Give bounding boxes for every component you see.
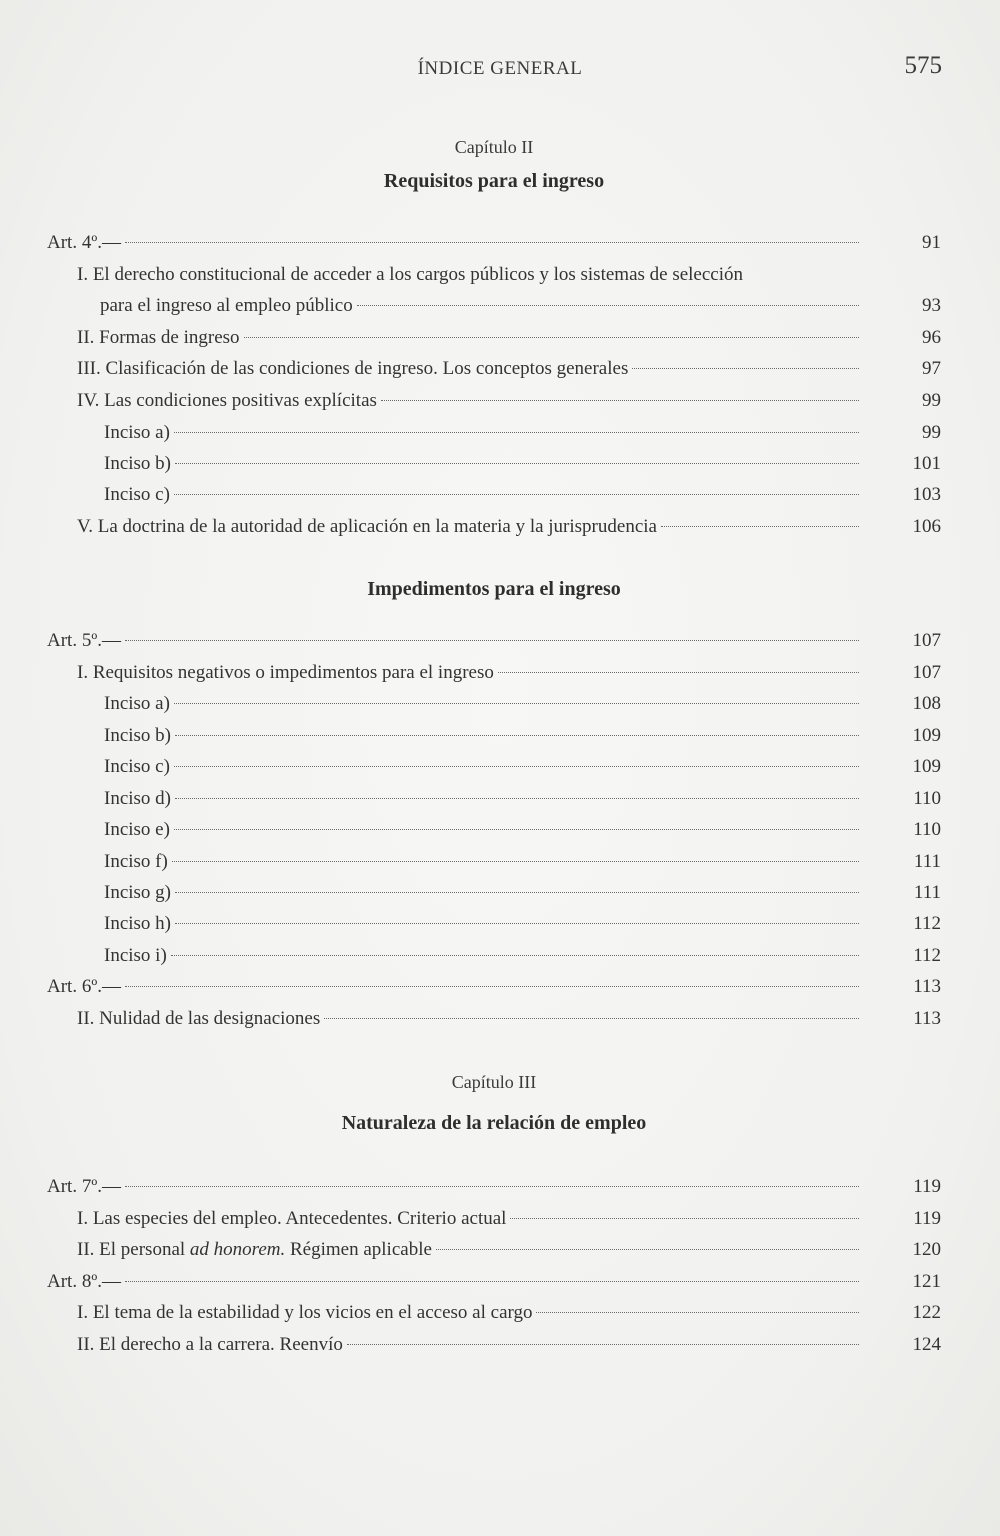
- toc-label: Inciso c): [104, 484, 170, 505]
- dot-leader: [174, 829, 859, 830]
- toc-entry-art5-i[interactable]: [77, 660, 941, 686]
- section-impedimentos-title: Impedimentos para el ingreso: [367, 578, 621, 600]
- dot-leader: [125, 1281, 859, 1282]
- toc-page: 110: [913, 819, 941, 840]
- toc-label: [77, 1237, 432, 1263]
- toc-label: Inciso c): [104, 756, 170, 777]
- toc-label: Inciso g): [104, 882, 172, 903]
- toc-entry-art5-g[interactable]: [104, 880, 941, 906]
- dot-leader: [174, 494, 859, 495]
- dot-leader: [536, 1312, 859, 1313]
- toc-entry-art8[interactable]: [47, 1269, 941, 1295]
- toc-page: 124: [912, 1334, 941, 1355]
- dot-leader: [174, 703, 859, 704]
- toc-entry-art4-iv[interactable]: [77, 388, 941, 414]
- toc-label: Inciso b): [104, 453, 172, 474]
- toc-label: IV. Las condiciones positivas explícitas: [77, 390, 377, 411]
- dot-leader: [174, 432, 859, 433]
- toc-page: 111: [913, 882, 941, 903]
- toc-label: Inciso f): [104, 851, 168, 872]
- toc-label: Inciso e): [104, 819, 170, 840]
- dot-leader: [175, 798, 859, 799]
- toc-label: I. Las especies del empleo. Antecedentes. Criterio actual: [77, 1208, 507, 1229]
- toc-label-pre: II. El personal: [77, 1239, 190, 1260]
- toc-page: 109: [912, 725, 941, 746]
- toc-page: 107: [912, 662, 941, 683]
- toc-label: Inciso d): [104, 788, 172, 809]
- dot-leader: [175, 923, 859, 924]
- toc-entry-art4-iii[interactable]: [77, 356, 941, 382]
- chapter-2-label: Capítulo II: [454, 137, 534, 157]
- toc-entry-art4-i-line1: I. El derecho constitucional de acceder a los cargos públicos y los sistemas de selección: [77, 264, 744, 285]
- toc-page: 103: [912, 484, 941, 505]
- toc-page: 99: [922, 422, 941, 443]
- toc-entry-art5-c[interactable]: [104, 754, 941, 780]
- toc-page: 119: [913, 1176, 941, 1197]
- toc-page: 112: [913, 913, 941, 934]
- dot-leader: [357, 305, 859, 306]
- running-header: [0, 52, 1000, 92]
- toc-label: Art. 7º.—: [47, 1176, 121, 1197]
- toc-page: 119: [913, 1208, 941, 1229]
- dot-leader: [244, 337, 859, 338]
- dot-leader: [510, 1218, 859, 1219]
- toc-entry-art5-b[interactable]: [104, 723, 941, 749]
- toc-label: I. Requisitos negativos o impedimentos para el ingreso: [77, 662, 494, 683]
- dot-leader: [381, 400, 859, 401]
- toc-entry-art5[interactable]: [47, 628, 941, 654]
- toc-entry-art4-iv-b[interactable]: [104, 451, 941, 477]
- toc-page: 96: [922, 327, 941, 348]
- toc-entry-art8-ii[interactable]: [77, 1332, 941, 1358]
- toc-label: Art. 4º.—: [47, 232, 121, 253]
- toc-entry-art4-ii[interactable]: [77, 325, 941, 351]
- toc-label: Inciso b): [104, 725, 172, 746]
- toc-entry-art6[interactable]: [47, 974, 941, 1000]
- toc-page: 91: [922, 232, 941, 253]
- toc-page: 122: [912, 1302, 941, 1323]
- toc-entry-art7-i[interactable]: [77, 1206, 941, 1232]
- toc-entry-art5-h[interactable]: [104, 911, 941, 937]
- toc-label: Inciso i): [104, 945, 167, 966]
- toc-entry-art5-a[interactable]: [104, 691, 941, 717]
- chapter-3-label: Capítulo III: [451, 1072, 537, 1092]
- toc-entry-art4-v[interactable]: [77, 514, 941, 540]
- dot-leader: [125, 242, 859, 243]
- toc-page: 120: [912, 1239, 941, 1260]
- toc-page: 112: [913, 945, 941, 966]
- toc-label: Art. 5º.—: [47, 630, 121, 651]
- toc-label: II. Formas de ingreso: [77, 327, 240, 348]
- toc-page: 109: [912, 756, 941, 777]
- toc-entry-art8-i[interactable]: [77, 1300, 941, 1326]
- toc-entry-art5-f[interactable]: [104, 849, 941, 875]
- toc-page: 99: [922, 390, 941, 411]
- dot-leader: [436, 1249, 859, 1250]
- header-title: ÍNDICE GENERAL: [417, 58, 583, 79]
- chapter-3-title: Naturaleza de la relación de empleo: [341, 1112, 647, 1134]
- toc-page: 113: [913, 976, 941, 997]
- dot-leader: [324, 1018, 859, 1019]
- toc-page: 110: [913, 788, 941, 809]
- toc-page: 97: [922, 358, 941, 379]
- toc-page: 107: [912, 630, 941, 651]
- dot-leader: [661, 526, 859, 527]
- toc-label: II. Nulidad de las designaciones: [77, 1008, 321, 1029]
- dot-leader: [174, 766, 859, 767]
- dot-leader: [632, 368, 859, 369]
- toc-entry-art7[interactable]: [47, 1174, 941, 1200]
- toc-page: 121: [912, 1271, 941, 1292]
- toc-label: III. Clasificación de las condiciones de ingreso. Los conceptos generales: [77, 358, 629, 379]
- toc-entry-art4[interactable]: [47, 230, 941, 256]
- dot-leader: [125, 640, 859, 641]
- chapter-2-title: Requisitos para el ingreso: [383, 170, 605, 192]
- toc-page: 106: [912, 516, 941, 537]
- dot-leader: [172, 861, 859, 862]
- dot-leader: [175, 892, 859, 893]
- toc-page: 101: [912, 453, 941, 474]
- toc-page: 113: [913, 1008, 941, 1029]
- toc-label: Inciso a): [104, 693, 170, 714]
- toc-entry-art4-iv-c[interactable]: [104, 482, 941, 508]
- dot-leader: [125, 1186, 859, 1187]
- toc-entry-art4-iv-a[interactable]: [104, 420, 941, 446]
- toc-entry-art6-ii[interactable]: [77, 1006, 941, 1032]
- dot-leader: [175, 735, 859, 736]
- toc-label-post: Régimen aplicable: [285, 1239, 432, 1260]
- dot-leader: [125, 986, 859, 987]
- toc-entry-art5-i[interactable]: [104, 943, 941, 969]
- toc-entry-art5-e[interactable]: [104, 817, 941, 843]
- toc-label: I. El tema de la estabilidad y los vicios en el acceso al cargo: [77, 1302, 533, 1323]
- toc-label: II. El derecho a la carrera. Reenvío: [77, 1334, 343, 1355]
- toc-label: Art. 8º.—: [47, 1271, 121, 1292]
- toc-entry-art4-i[interactable]: [100, 293, 941, 319]
- toc-label: para el ingreso al empleo público: [100, 295, 353, 316]
- toc-label: Inciso h): [104, 913, 172, 934]
- page-number: 575: [904, 52, 942, 79]
- toc-page: 93: [922, 295, 941, 316]
- dot-leader: [498, 672, 859, 673]
- dot-leader: [347, 1344, 859, 1345]
- toc-label-italic: ad honorem.: [189, 1239, 286, 1260]
- toc-page: 111: [913, 851, 941, 872]
- toc-label: Art. 6º.—: [47, 976, 121, 997]
- dot-leader: [175, 463, 859, 464]
- toc-page: 108: [912, 693, 941, 714]
- toc-label: Inciso a): [104, 422, 170, 443]
- toc-entry-art7-ii[interactable]: [77, 1237, 941, 1263]
- toc-label: V. La doctrina de la autoridad de aplicación en la materia y la jurisprudencia: [77, 516, 657, 537]
- toc-entry-art5-d[interactable]: [104, 786, 941, 812]
- dot-leader: [171, 955, 859, 956]
